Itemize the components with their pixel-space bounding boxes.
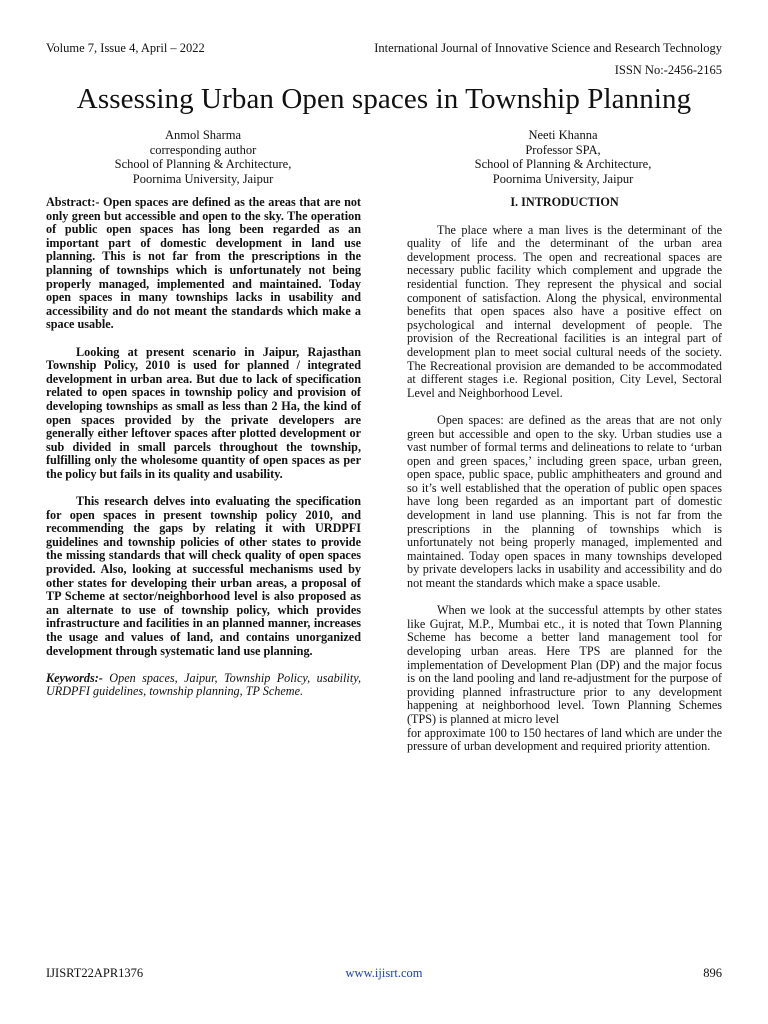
- author-institution: School of Planning & Architecture,: [474, 157, 652, 172]
- header-issn: ISSN No:-2456-2165: [614, 63, 722, 77]
- author-block-2: [413, 128, 713, 187]
- keywords-text: Open spaces, Jaipur, Township Policy, usability, URDPFI guidelines, township planning, TP Scheme.: [46, 670, 361, 699]
- author-role: corresponding author: [149, 142, 257, 157]
- author-university: Poornima University, Jaipur: [132, 172, 274, 187]
- abstract-text: Open spaces are defined as the areas that are not only green but accessible and open to the sky. The operation of public open spaces has long been regarded as an important part of domestic development in land use planning. This is not far from the prescriptions in the planning of townships which is unfortunately not being properly managed, implemented and maintained. Today open spaces in many townships lacks in usability and accessibility and do not meant the standards which make a space usable.: [46, 195, 361, 332]
- keywords: [46, 672, 361, 699]
- intro-paragraph-2: Open spaces: are defined as the areas that are not only green but accessible and open to the sky. Urban studies use a vast number of formal terms and delineations to relate to ‘urban open and green spaces,’ including green space, urban green, open space, public space, public amphitheaters and ground and so it’s well established that the operation of public open spaces have long been regarded as an important part of domestic development in land use planning. This is not far from the prescriptions in the planning of townships which is unfortunately not being properly managed, implemented and maintained. Today open spaces in many townships developed by private developers lacks in usability and accessibility and do not meant the standards which make a space usable.: [407, 412, 722, 591]
- header-volume: Volume 7, Issue 4, April – 2022: [46, 41, 205, 55]
- left-column: [46, 196, 361, 699]
- intro-paragraph-3-continued: for approximate 100 to 150 hectares of land which are under the pressure of urban development and required priority attention.: [407, 725, 722, 754]
- footer-journal-link[interactable]: www.ijisrt.com: [345, 966, 423, 980]
- abstract-paragraph-3: This research delves into evaluating the specification for open spaces in present township policy 2010, and recommending the gaps by relating it with URDPFI guidelines and township policies of other states to provide the missing standards that will check quality of open spaces provided. Also, looking at successful mechanisms used by other states for developing their urban areas, a proposal of TP Scheme at sector/neighborhood level is also proposed as an alternate to use of township policy, which provides infrastructure and facilities in an planned manner, increases the usage and values of land, and contains unorganized development through systematic land use planning.: [46, 494, 361, 658]
- paper-title: Assessing Urban Open spaces in Township Planning: [76, 83, 692, 115]
- author-role: Professor SPA,: [525, 142, 601, 157]
- author-block-1: [53, 128, 353, 187]
- right-column: [407, 196, 722, 754]
- abstract-label: Abstract:-: [46, 195, 100, 209]
- section-heading-introduction: I. INTRODUCTION: [510, 195, 619, 209]
- abstract-paragraph-2: Looking at present scenario in Jaipur, Rajasthan Township Policy, 2010 is used for planned / integrated development in urban area. But due to lack of specification related to open spaces in township policy and provision of developing townships as small as less than 2 Ha, the kind of open spaces provided by the private developers are generally either leftover spaces after plotted development or sub divided in small parcels throughout the township, fulfilling only the wholesome quantity of open spaces as per the policy but fails in its quality and usability.: [46, 344, 361, 481]
- footer-article-code: IJISRT22APR1376: [46, 966, 144, 980]
- author-institution: School of Planning & Architecture,: [114, 157, 292, 172]
- author-name: Neeti Khanna: [528, 128, 598, 142]
- author-name: Anmol Sharma: [164, 128, 242, 142]
- keywords-label: Keywords:-: [46, 670, 103, 685]
- intro-paragraph-3: When we look at the successful attempts by other states like Gujrat, M.P., Mumbai etc., it is noted that Town Planning Scheme has become a better land management tool for developing urban areas. Here TPS are planned for the implementation of Development Plan (DP) and the major focus is on the land pooling and land re-adjustment for the purpose of providing planned infrastructure prior to any development happening at neighborhood level. Town Planning Schemes (TPS) is planned at micro level: [407, 603, 722, 726]
- author-university: Poornima University, Jaipur: [492, 172, 634, 187]
- footer-page-number: 896: [703, 966, 722, 980]
- header-journal: International Journal of Innovative Science and Research Technology: [374, 41, 722, 55]
- intro-paragraph-1: The place where a man lives is the determinant of the quality of life and the determinant of the urban area development process. The open and recreational spaces are necessary public facility which complement and upgrade the residential function. They represent the physical and social component of satisfaction. Along the physical, environmental benefits that open spaces also have a positive effect on psychological and internal development of people. The provision of the Recreational facilities is an integral part of development plan to meet social cultural needs of the society. The Recreational provision are demanded to be accommodated at different stages i.e. Regional position, City Level, Sectoral Level and Neighborhood Level.: [407, 222, 722, 400]
- abstract-paragraph: [46, 196, 361, 332]
